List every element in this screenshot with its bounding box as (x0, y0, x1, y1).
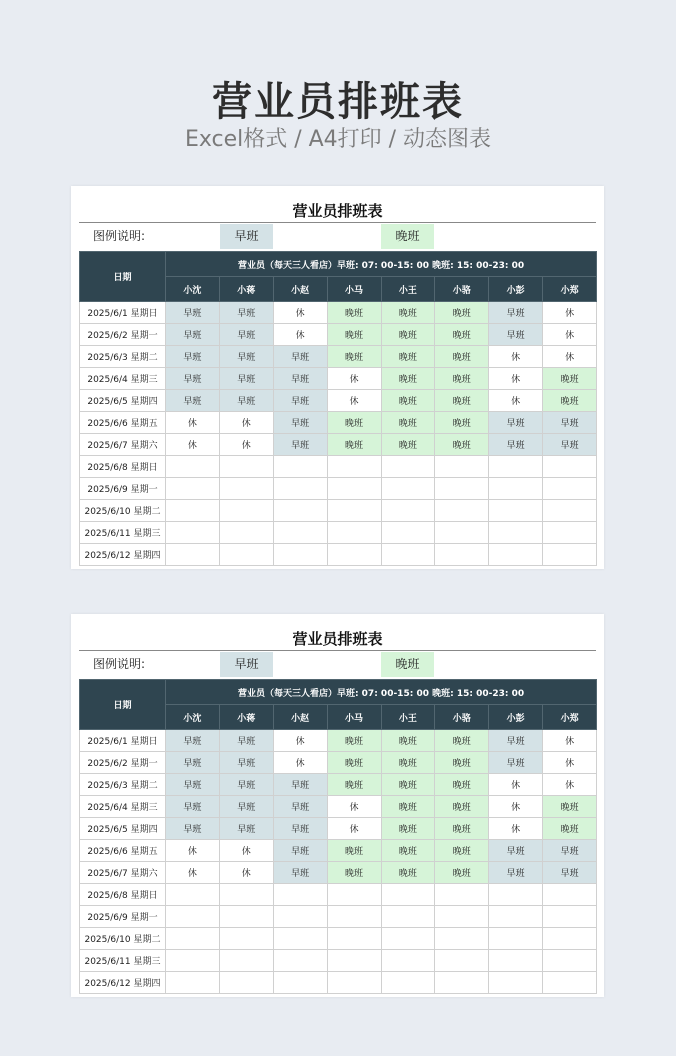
schedule-row (80, 972, 597, 994)
shift-cell[interactable]: 休 (327, 796, 381, 818)
schedule-row (80, 478, 597, 500)
schedule-row (80, 522, 597, 544)
shift-cell[interactable]: 早班 (166, 774, 220, 796)
sheet-title: 营业员排班表 (79, 628, 596, 651)
shift-cell[interactable] (166, 972, 220, 994)
shift-cell[interactable]: 晚班 (327, 324, 381, 346)
shift-cell[interactable] (435, 928, 489, 950)
shift-cell[interactable]: 晚班 (381, 390, 435, 412)
date-cell: 2025/6/6 星期五 (80, 412, 166, 434)
shift-cell[interactable]: 早班 (543, 840, 597, 862)
shift-cell[interactable]: 休 (219, 434, 273, 456)
shift-cell[interactable]: 早班 (219, 730, 273, 752)
shift-cell[interactable]: 晚班 (381, 730, 435, 752)
shift-cell[interactable] (543, 950, 597, 972)
shift-cell[interactable]: 休 (166, 840, 220, 862)
schedule-sheet (71, 614, 604, 997)
legend-early-shift: 早班 (220, 652, 273, 677)
shift-cell[interactable]: 早班 (489, 324, 543, 346)
shift-cell[interactable] (327, 884, 381, 906)
shift-cell[interactable]: 早班 (219, 390, 273, 412)
date-cell: 2025/6/5 星期四 (80, 818, 166, 840)
schedule-table (79, 679, 597, 994)
schedule-row (80, 390, 597, 412)
date-cell: 2025/6/11 星期三 (80, 950, 166, 972)
date-cell: 2025/6/7 星期六 (80, 862, 166, 884)
shift-cell[interactable] (166, 884, 220, 906)
date-column-header: 日期 (80, 252, 166, 302)
shift-cell[interactable]: 早班 (489, 862, 543, 884)
shift-cell[interactable] (219, 478, 273, 500)
shift-cell[interactable]: 晚班 (435, 390, 489, 412)
shift-cell[interactable] (435, 544, 489, 566)
shift-cell[interactable] (166, 500, 220, 522)
shift-cell[interactable] (543, 456, 597, 478)
shift-cell[interactable]: 休 (166, 862, 220, 884)
date-cell: 2025/6/8 星期日 (80, 456, 166, 478)
shift-cell[interactable]: 早班 (489, 302, 543, 324)
shift-cell[interactable]: 早班 (273, 774, 327, 796)
shift-cell[interactable]: 休 (543, 346, 597, 368)
date-cell: 2025/6/1 星期日 (80, 302, 166, 324)
shift-cell[interactable]: 早班 (166, 730, 220, 752)
shift-cell[interactable]: 早班 (219, 774, 273, 796)
staff-name-header: 小赵 (273, 277, 327, 302)
staff-name-header: 小沈 (166, 705, 220, 730)
shift-cell[interactable]: 晚班 (381, 324, 435, 346)
shift-cell[interactable]: 休 (489, 774, 543, 796)
shift-cell[interactable] (435, 522, 489, 544)
shift-cell[interactable]: 早班 (273, 412, 327, 434)
shift-cell[interactable]: 早班 (219, 346, 273, 368)
shift-cell[interactable] (273, 478, 327, 500)
legend-label: 图例说明: (93, 657, 146, 671)
schedule-row (80, 500, 597, 522)
shift-cell[interactable]: 早班 (166, 752, 220, 774)
shift-cell[interactable] (327, 906, 381, 928)
shift-cell[interactable] (273, 950, 327, 972)
shift-cell[interactable]: 早班 (166, 324, 220, 346)
date-cell: 2025/6/4 星期三 (80, 368, 166, 390)
shift-cell[interactable] (219, 522, 273, 544)
schedule-row (80, 818, 597, 840)
legend-early-shift: 早班 (220, 224, 273, 249)
shift-cell[interactable] (543, 500, 597, 522)
shift-cell[interactable]: 早班 (543, 434, 597, 456)
shift-cell[interactable] (166, 544, 220, 566)
schedule-row (80, 456, 597, 478)
shift-cell[interactable]: 晚班 (381, 862, 435, 884)
staff-name-header: 小蒋 (219, 277, 273, 302)
date-cell: 2025/6/10 星期二 (80, 928, 166, 950)
legend-late-shift: 晚班 (381, 224, 434, 249)
date-cell: 2025/6/12 星期四 (80, 544, 166, 566)
shift-cell[interactable]: 早班 (166, 818, 220, 840)
shift-cell[interactable] (381, 884, 435, 906)
shift-cell[interactable] (489, 950, 543, 972)
shift-cell[interactable]: 休 (543, 774, 597, 796)
date-cell: 2025/6/10 星期二 (80, 500, 166, 522)
staff-group-header: 营业员（每天三人看店）早班: 07: 00-15: 00 晚班: 15: 00-23: 00 (166, 252, 597, 277)
shift-cell[interactable]: 休 (219, 412, 273, 434)
shift-cell[interactable]: 晚班 (435, 346, 489, 368)
staff-name-header: 小彭 (489, 705, 543, 730)
schedule-row (80, 302, 597, 324)
schedule-row (80, 752, 597, 774)
staff-name-header: 小王 (381, 705, 435, 730)
shift-cell[interactable]: 休 (273, 730, 327, 752)
shift-cell[interactable] (273, 544, 327, 566)
shift-cell[interactable]: 晚班 (381, 412, 435, 434)
shift-cell[interactable]: 早班 (489, 840, 543, 862)
shift-cell[interactable] (273, 522, 327, 544)
shift-cell[interactable] (435, 884, 489, 906)
shift-cell[interactable] (435, 478, 489, 500)
shift-cell[interactable]: 晚班 (435, 796, 489, 818)
shift-cell[interactable]: 早班 (219, 302, 273, 324)
date-column-header: 日期 (80, 680, 166, 730)
schedule-row (80, 950, 597, 972)
shift-cell[interactable]: 早班 (489, 730, 543, 752)
shift-cell[interactable]: 早班 (273, 818, 327, 840)
shift-cell[interactable]: 晚班 (435, 412, 489, 434)
schedule-row (80, 884, 597, 906)
shift-cell[interactable] (166, 928, 220, 950)
schedule-row (80, 730, 597, 752)
shift-cell[interactable] (381, 500, 435, 522)
date-cell: 2025/6/4 星期三 (80, 796, 166, 818)
shift-cell[interactable] (219, 544, 273, 566)
staff-name-header: 小蒋 (219, 705, 273, 730)
staff-name-header: 小沈 (166, 277, 220, 302)
staff-group-header: 营业员（每天三人看店）早班: 07: 00-15: 00 晚班: 15: 00-23: 00 (166, 680, 597, 705)
schedule-table (79, 251, 597, 566)
shift-cell[interactable]: 晚班 (435, 774, 489, 796)
shift-cell[interactable]: 休 (327, 368, 381, 390)
shift-cell[interactable] (489, 522, 543, 544)
date-cell: 2025/6/3 星期二 (80, 774, 166, 796)
shift-cell[interactable] (381, 456, 435, 478)
shift-cell[interactable] (381, 950, 435, 972)
shift-cell[interactable] (435, 950, 489, 972)
date-cell: 2025/6/3 星期二 (80, 346, 166, 368)
shift-cell[interactable]: 晚班 (327, 774, 381, 796)
shift-cell[interactable] (166, 950, 220, 972)
shift-cell[interactable]: 早班 (273, 434, 327, 456)
schedule-row (80, 840, 597, 862)
schedule-row (80, 796, 597, 818)
schedule-row (80, 434, 597, 456)
shift-cell[interactable] (166, 522, 220, 544)
shift-cell[interactable] (327, 544, 381, 566)
date-cell: 2025/6/5 星期四 (80, 390, 166, 412)
staff-name-header: 小马 (327, 277, 381, 302)
shift-cell[interactable]: 晚班 (435, 862, 489, 884)
shift-cell[interactable] (381, 522, 435, 544)
shift-cell[interactable] (381, 478, 435, 500)
shift-cell[interactable]: 休 (166, 412, 220, 434)
staff-name-header: 小骆 (435, 705, 489, 730)
shift-cell[interactable]: 休 (219, 840, 273, 862)
shift-cell[interactable]: 休 (489, 368, 543, 390)
shift-cell[interactable]: 早班 (273, 840, 327, 862)
shift-cell[interactable] (327, 522, 381, 544)
shift-cell[interactable] (219, 950, 273, 972)
shift-cell[interactable] (219, 500, 273, 522)
schedule-row (80, 862, 597, 884)
schedule-row (80, 412, 597, 434)
shift-cell[interactable]: 早班 (166, 390, 220, 412)
shift-cell[interactable]: 晚班 (435, 818, 489, 840)
shift-cell[interactable]: 晚班 (435, 840, 489, 862)
shift-cell[interactable] (489, 456, 543, 478)
staff-name-header: 小骆 (435, 277, 489, 302)
schedule-row (80, 324, 597, 346)
shift-cell[interactable]: 晚班 (327, 412, 381, 434)
shift-cell[interactable]: 早班 (219, 796, 273, 818)
shift-cell[interactable] (489, 478, 543, 500)
legend-label: 图例说明: (93, 229, 146, 243)
schedule-sheet (71, 186, 604, 569)
staff-name-header: 小马 (327, 705, 381, 730)
date-cell: 2025/6/12 星期四 (80, 972, 166, 994)
shift-cell[interactable]: 早班 (273, 346, 327, 368)
schedule-row (80, 368, 597, 390)
shift-cell[interactable]: 休 (273, 302, 327, 324)
shift-cell[interactable] (435, 972, 489, 994)
shift-cell[interactable] (543, 522, 597, 544)
shift-cell[interactable]: 晚班 (381, 818, 435, 840)
shift-cell[interactable] (273, 906, 327, 928)
legend-row (79, 652, 596, 677)
shift-cell[interactable]: 晚班 (381, 774, 435, 796)
date-cell: 2025/6/9 星期一 (80, 906, 166, 928)
shift-cell[interactable]: 晚班 (327, 346, 381, 368)
schedule-row (80, 906, 597, 928)
shift-cell[interactable] (327, 928, 381, 950)
staff-name-header: 小郑 (543, 277, 597, 302)
shift-cell[interactable]: 晚班 (327, 862, 381, 884)
shift-cell[interactable]: 晚班 (543, 368, 597, 390)
shift-cell[interactable]: 晚班 (543, 796, 597, 818)
shift-cell[interactable]: 休 (489, 346, 543, 368)
date-cell: 2025/6/8 星期日 (80, 884, 166, 906)
shift-cell[interactable]: 早班 (273, 796, 327, 818)
shift-cell[interactable]: 休 (166, 434, 220, 456)
shift-cell[interactable] (543, 544, 597, 566)
shift-cell[interactable] (166, 478, 220, 500)
shift-cell[interactable] (381, 906, 435, 928)
shift-cell[interactable] (327, 478, 381, 500)
shift-cell[interactable]: 晚班 (381, 302, 435, 324)
shift-cell[interactable] (543, 478, 597, 500)
shift-cell[interactable]: 晚班 (381, 346, 435, 368)
schedule-row (80, 774, 597, 796)
shift-cell[interactable]: 休 (543, 324, 597, 346)
shift-cell[interactable]: 晚班 (327, 752, 381, 774)
schedule-row (80, 928, 597, 950)
shift-cell[interactable]: 晚班 (381, 434, 435, 456)
date-cell: 2025/6/2 星期一 (80, 324, 166, 346)
shift-cell[interactable]: 晚班 (543, 818, 597, 840)
shift-cell[interactable]: 晚班 (327, 302, 381, 324)
shift-cell[interactable]: 休 (489, 390, 543, 412)
shift-cell[interactable] (273, 500, 327, 522)
shift-cell[interactable] (166, 456, 220, 478)
shift-cell[interactable]: 晚班 (327, 730, 381, 752)
date-cell: 2025/6/7 星期六 (80, 434, 166, 456)
shift-cell[interactable]: 早班 (489, 752, 543, 774)
date-cell: 2025/6/11 星期三 (80, 522, 166, 544)
shift-cell[interactable]: 休 (489, 818, 543, 840)
shift-cell[interactable] (489, 884, 543, 906)
shift-cell[interactable] (381, 972, 435, 994)
shift-cell[interactable] (273, 884, 327, 906)
shift-cell[interactable]: 休 (327, 818, 381, 840)
shift-cell[interactable]: 休 (489, 796, 543, 818)
date-cell: 2025/6/2 星期一 (80, 752, 166, 774)
shift-cell[interactable]: 早班 (489, 412, 543, 434)
shift-cell[interactable]: 休 (273, 752, 327, 774)
shift-cell[interactable]: 晚班 (327, 434, 381, 456)
shift-cell[interactable]: 晚班 (381, 796, 435, 818)
date-cell: 2025/6/6 星期五 (80, 840, 166, 862)
schedule-row (80, 346, 597, 368)
shift-cell[interactable]: 晚班 (327, 840, 381, 862)
shift-cell[interactable]: 晚班 (435, 434, 489, 456)
shift-cell[interactable] (489, 544, 543, 566)
shift-cell[interactable]: 晚班 (435, 752, 489, 774)
shift-cell[interactable] (489, 500, 543, 522)
shift-cell[interactable]: 休 (219, 862, 273, 884)
shift-cell[interactable] (543, 972, 597, 994)
date-cell: 2025/6/1 星期日 (80, 730, 166, 752)
shift-cell[interactable]: 休 (543, 752, 597, 774)
shift-cell[interactable] (219, 928, 273, 950)
shift-cell[interactable]: 晚班 (381, 840, 435, 862)
shift-cell[interactable] (381, 928, 435, 950)
shift-cell[interactable]: 晚班 (435, 302, 489, 324)
shift-cell[interactable] (327, 500, 381, 522)
shift-cell[interactable]: 休 (543, 730, 597, 752)
shift-cell[interactable] (489, 928, 543, 950)
shift-cell[interactable]: 晚班 (435, 324, 489, 346)
shift-cell[interactable]: 早班 (219, 368, 273, 390)
shift-cell[interactable] (166, 906, 220, 928)
page-title: 营业员排班表 (212, 79, 464, 125)
shift-cell[interactable] (219, 456, 273, 478)
staff-name-header: 小赵 (273, 705, 327, 730)
shift-cell[interactable]: 晚班 (381, 752, 435, 774)
shift-cell[interactable]: 早班 (219, 818, 273, 840)
shift-cell[interactable]: 早班 (166, 796, 220, 818)
shift-cell[interactable] (273, 928, 327, 950)
shift-cell[interactable] (489, 972, 543, 994)
shift-cell[interactable] (435, 456, 489, 478)
shift-cell[interactable] (219, 906, 273, 928)
shift-cell[interactable]: 晚班 (435, 730, 489, 752)
date-cell: 2025/6/9 星期一 (80, 478, 166, 500)
shift-cell[interactable]: 早班 (543, 412, 597, 434)
shift-cell[interactable] (219, 884, 273, 906)
shift-cell[interactable]: 晚班 (435, 368, 489, 390)
shift-cell[interactable]: 早班 (489, 434, 543, 456)
shift-cell[interactable] (435, 500, 489, 522)
sheet-title: 营业员排班表 (79, 200, 596, 223)
staff-name-header: 小彭 (489, 277, 543, 302)
shift-cell[interactable] (219, 972, 273, 994)
staff-name-header: 小王 (381, 277, 435, 302)
shift-cell[interactable]: 早班 (166, 368, 220, 390)
shift-cell[interactable]: 晚班 (543, 390, 597, 412)
legend-late-shift: 晚班 (381, 652, 434, 677)
staff-name-header: 小郑 (543, 705, 597, 730)
shift-cell[interactable]: 早班 (219, 324, 273, 346)
shift-cell[interactable] (273, 456, 327, 478)
shift-cell[interactable] (435, 906, 489, 928)
shift-cell[interactable] (327, 950, 381, 972)
shift-cell[interactable]: 休 (327, 390, 381, 412)
shift-cell[interactable]: 早班 (166, 346, 220, 368)
shift-cell[interactable] (273, 972, 327, 994)
shift-cell[interactable]: 早班 (166, 302, 220, 324)
shift-cell[interactable] (381, 544, 435, 566)
shift-cell[interactable] (543, 884, 597, 906)
shift-cell[interactable]: 早班 (219, 752, 273, 774)
shift-cell[interactable]: 早班 (273, 390, 327, 412)
shift-cell[interactable] (327, 456, 381, 478)
shift-cell[interactable]: 早班 (273, 368, 327, 390)
shift-cell[interactable] (327, 972, 381, 994)
shift-cell[interactable] (543, 906, 597, 928)
shift-cell[interactable]: 早班 (273, 862, 327, 884)
page-subtitle: Excel格式 / A4打印 / 动态图表 (184, 127, 492, 152)
shift-cell[interactable]: 休 (543, 302, 597, 324)
shift-cell[interactable]: 早班 (543, 862, 597, 884)
shift-cell[interactable]: 晚班 (381, 368, 435, 390)
shift-cell[interactable] (489, 906, 543, 928)
shift-cell[interactable]: 休 (273, 324, 327, 346)
legend-row (79, 224, 596, 249)
schedule-row (80, 544, 597, 566)
shift-cell[interactable] (543, 928, 597, 950)
